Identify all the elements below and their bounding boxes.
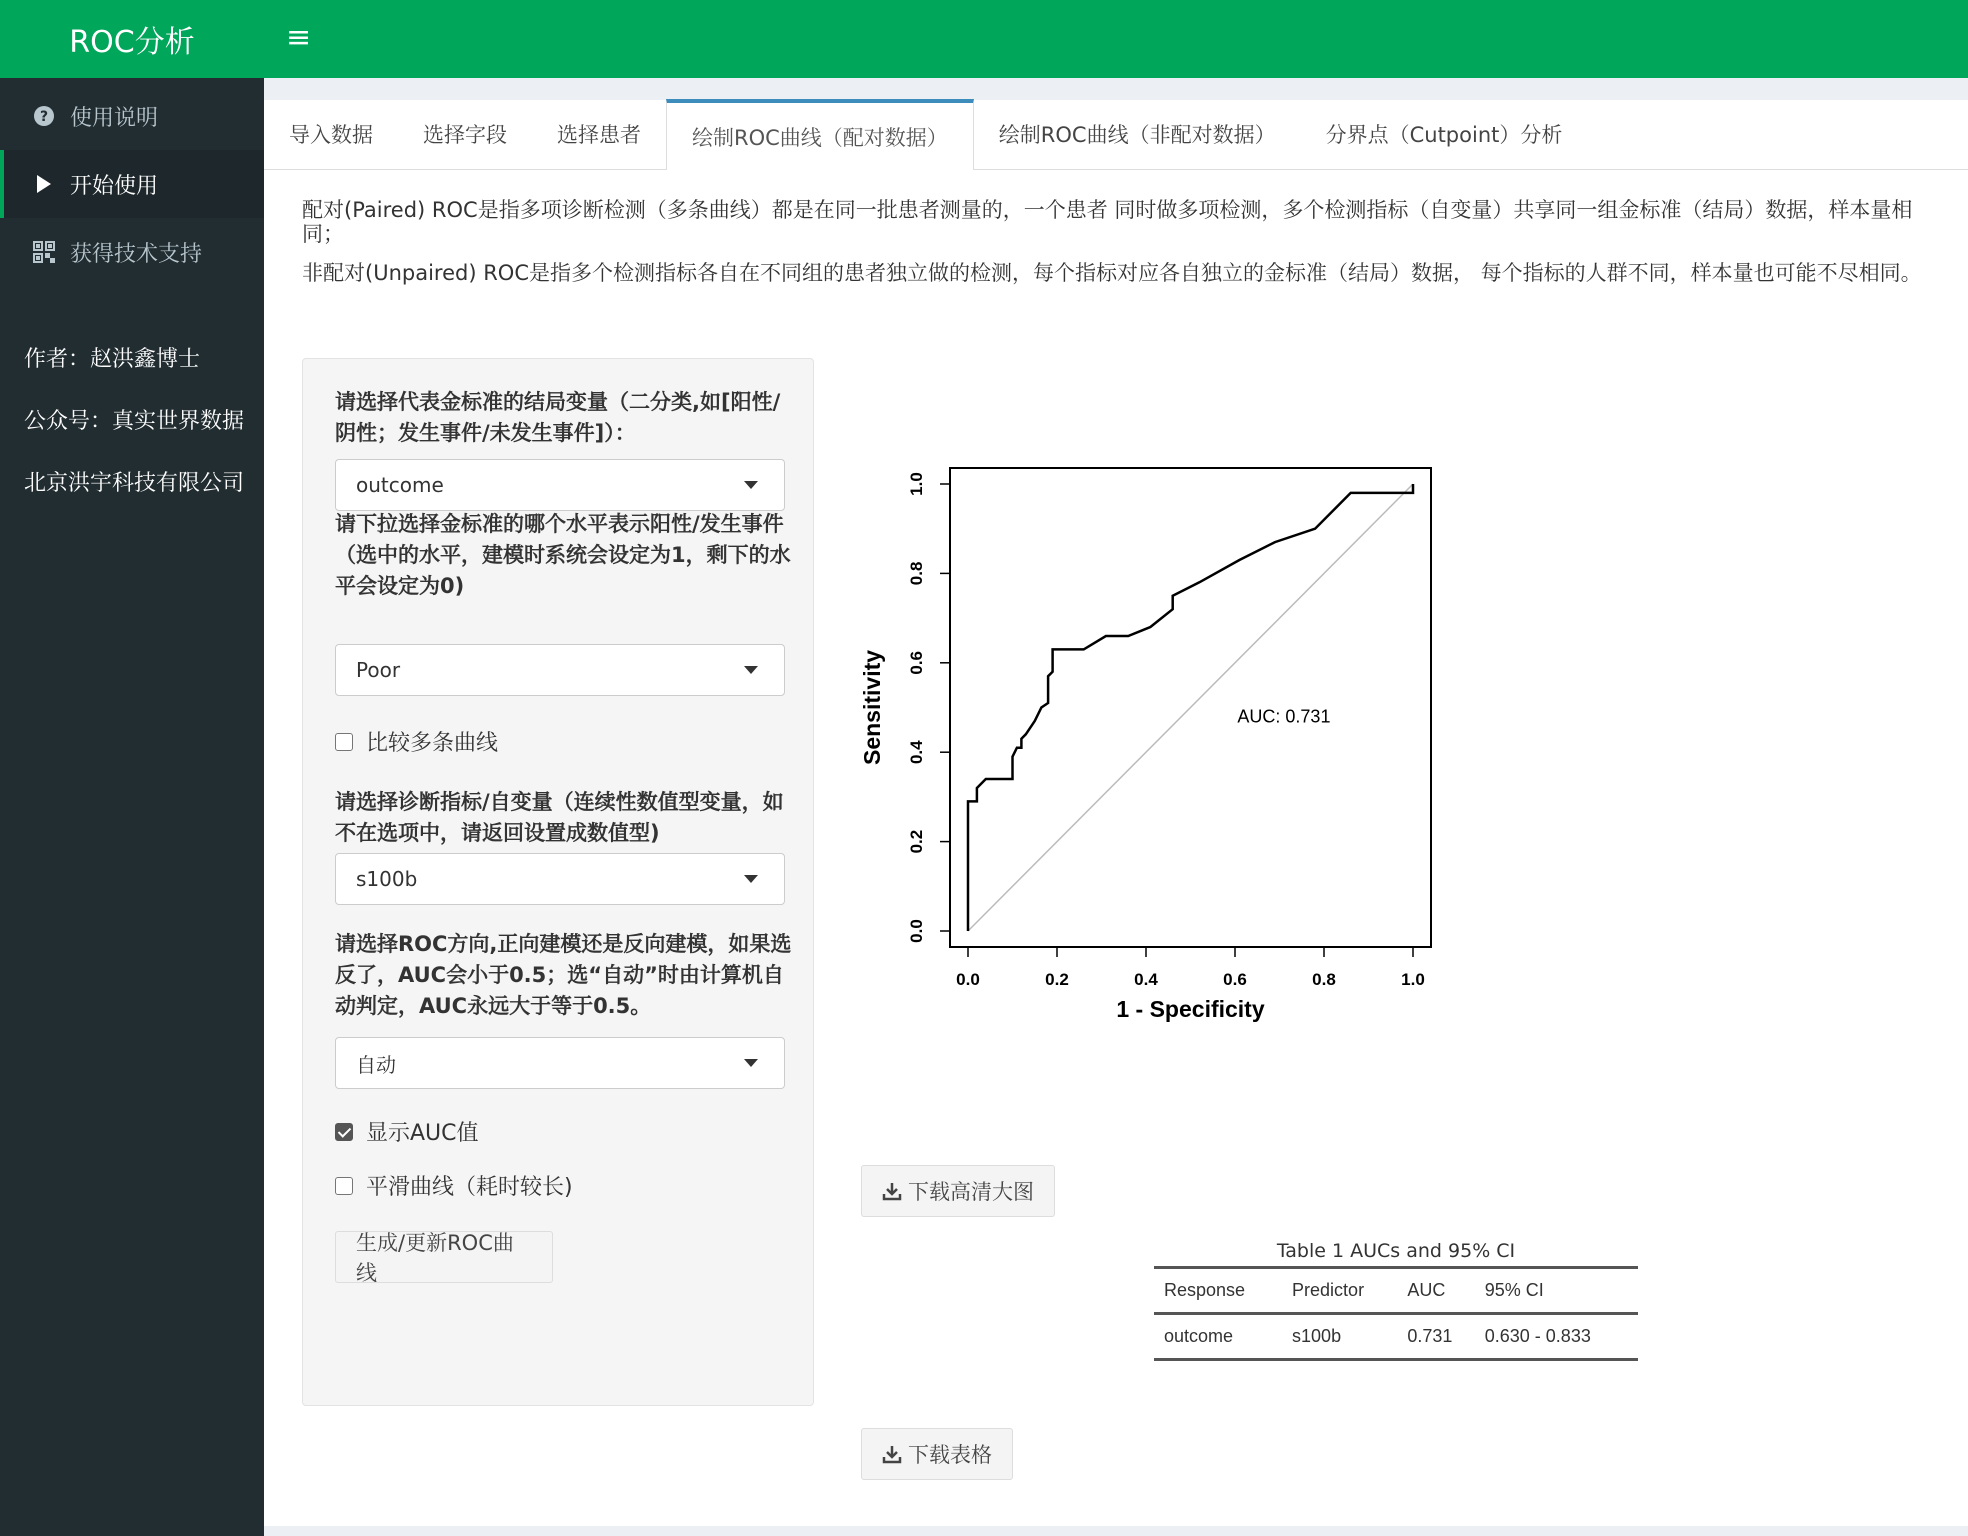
- table-cell-auc: 0.731: [1397, 1314, 1474, 1360]
- table-header-row: [1154, 1268, 1638, 1314]
- app-title: ROC分析: [0, 0, 264, 78]
- table-header-response: Response: [1154, 1268, 1282, 1314]
- footer-strip: [264, 1526, 1968, 1536]
- outcome-select[interactable]: [335, 459, 785, 511]
- tab-select-patients[interactable]: 选择患者: [557, 123, 641, 147]
- checkbox-icon[interactable]: [335, 1177, 353, 1195]
- table-header-auc: AUC: [1397, 1268, 1474, 1314]
- roc-chart: [854, 430, 1454, 1030]
- positive-level-value: Poor: [356, 658, 401, 682]
- smooth-curve-checkbox[interactable]: [335, 1170, 573, 1201]
- table-header-predictor: Predictor: [1282, 1268, 1397, 1314]
- y-tick-label: 0.6: [907, 650, 926, 675]
- download-icon: [882, 1181, 902, 1201]
- table-row: [1154, 1314, 1638, 1360]
- caret-down-icon: [744, 875, 758, 883]
- download-table-label: 下载表格: [908, 1443, 992, 1467]
- question-circle-icon: [30, 105, 58, 127]
- generate-roc-button[interactable]: 生成/更新ROC曲线: [335, 1231, 553, 1283]
- sidebar-item-label: 开始使用: [70, 173, 159, 199]
- company-info: 北京洪宇科技有限公司: [24, 470, 245, 496]
- tab-bar: [264, 100, 1968, 170]
- sidebar-item-usage[interactable]: [0, 82, 264, 150]
- direction-label: 请选择ROC方向,正向建模还是反向建模，如果选反了，AUC会小于0.5；选“自动”时由计算机自动判定，AUC永远大于等于0.5。: [335, 932, 792, 1018]
- outcome-label: 请选择代表金标准的结局变量（二分类,如[阳性/阴性；发生事件/未发生事件]）：: [335, 390, 781, 445]
- predictor-select[interactable]: [335, 853, 785, 905]
- outcome-value: outcome: [356, 473, 444, 497]
- reference-line: [968, 484, 1413, 931]
- unpaired-description: 非配对(Unpaired) ROC是指多个检测指标各自在不同组的患者独立做的检测，每个指标对应各自独立的金标准（结局）数据， 每个指标的人群不同，样本量也可能不尽相同。: [302, 261, 1922, 285]
- y-tick-label: 0.4: [907, 740, 926, 765]
- caret-down-icon: [744, 666, 758, 674]
- sidebar-item-label: 使用说明: [70, 105, 159, 131]
- download-plot-button[interactable]: [861, 1165, 1055, 1217]
- qrcode-icon: [30, 241, 58, 263]
- caret-down-icon: [744, 481, 758, 489]
- positive-level-select[interactable]: [335, 644, 785, 696]
- tab-roc-paired[interactable]: 绘制ROC曲线（配对数据）: [666, 99, 974, 170]
- x-tick-label: 0.2: [1045, 970, 1069, 989]
- table-cell-predictor: s100b: [1282, 1314, 1397, 1360]
- predictor-label: 请选择诊断指标/自变量（连续性数值型变量，如不在选项中，请返回设置成数值型): [335, 790, 784, 845]
- smooth-curve-label: 平滑曲线（耗时较长): [366, 1175, 573, 1200]
- author-info: 作者：赵洪鑫博士: [24, 346, 201, 372]
- y-tick-label: 0.8: [907, 561, 926, 586]
- table-header-ci: 95% CI: [1475, 1268, 1638, 1314]
- direction-select[interactable]: [335, 1037, 785, 1089]
- sidebar-item-start[interactable]: [0, 150, 264, 218]
- sidebar-item-label: 获得技术支持: [70, 241, 203, 267]
- show-auc-checkbox[interactable]: [335, 1116, 479, 1147]
- y-axis-label: Sensitivity: [859, 649, 885, 766]
- paired-description: 配对(Paired) ROC是指多项诊断检测（多条曲线）都是在同一批患者测量的，一个患者 同时做多项检测，多个检测指标（自变量）共享同一组金标准（结局）数据，样本量相同；: [302, 198, 1913, 246]
- download-table-button[interactable]: [861, 1428, 1013, 1480]
- auc-table-grid: [1154, 1266, 1638, 1361]
- direction-value: 自动: [356, 1052, 396, 1077]
- hamburger-menu-icon[interactable]: ≡: [286, 20, 312, 55]
- tab-cutpoint[interactable]: 分界点（Cutpoint）分析: [1325, 123, 1563, 147]
- show-auc-label: 显示AUC值: [366, 1121, 479, 1146]
- download-icon: [882, 1444, 902, 1464]
- sidebar-item-support[interactable]: [0, 218, 264, 286]
- compare-curves-checkbox[interactable]: [335, 726, 498, 757]
- auc-annotation: AUC: 0.731: [1237, 706, 1331, 727]
- caret-down-icon: [744, 1059, 758, 1067]
- table-caption: Table 1 AUCs and 95% CI: [1276, 1240, 1516, 1262]
- x-tick-label: 0.6: [1223, 970, 1247, 989]
- table-cell-response: outcome: [1154, 1314, 1282, 1360]
- tab-roc-unpaired[interactable]: 绘制ROC曲线（非配对数据）: [998, 123, 1276, 147]
- x-tick-label: 0.8: [1312, 970, 1336, 989]
- y-tick-label: 0.2: [907, 829, 926, 854]
- svg-text:?: ?: [39, 109, 49, 125]
- x-axis-label: 1 - Specificity: [1116, 996, 1265, 1022]
- y-tick-label: 1.0: [907, 472, 926, 496]
- checkbox-checked-icon[interactable]: [335, 1123, 353, 1141]
- y-tick-label: 0.0: [907, 919, 926, 943]
- auc-table: [1154, 1240, 1638, 1361]
- play-icon: [30, 174, 58, 194]
- x-tick-label: 1.0: [1401, 970, 1425, 989]
- tab-select-fields[interactable]: 选择字段: [423, 123, 507, 147]
- download-plot-label: 下载高清大图: [908, 1180, 1034, 1204]
- main-content: [264, 100, 1968, 1526]
- compare-curves-label: 比较多条曲线: [366, 731, 499, 756]
- x-tick-label: 0.0: [956, 970, 980, 989]
- tab-import-data[interactable]: 导入数据: [289, 123, 373, 147]
- account-info: 公众号：真实世界数据: [24, 408, 245, 434]
- predictor-value: s100b: [356, 867, 418, 891]
- checkbox-icon[interactable]: [335, 733, 353, 751]
- positive-level-label: 请下拉选择金标准的哪个水平表示阳性/发生事件（选中的水平，建模时系统会设定为1，剩下的水平会设定为0): [335, 512, 791, 598]
- table-cell-ci: 0.630 - 0.833: [1475, 1314, 1638, 1360]
- x-tick-label: 0.4: [1134, 970, 1158, 989]
- input-panel: [302, 358, 814, 1406]
- top-bar: [264, 0, 1968, 78]
- sidebar: [0, 0, 264, 1536]
